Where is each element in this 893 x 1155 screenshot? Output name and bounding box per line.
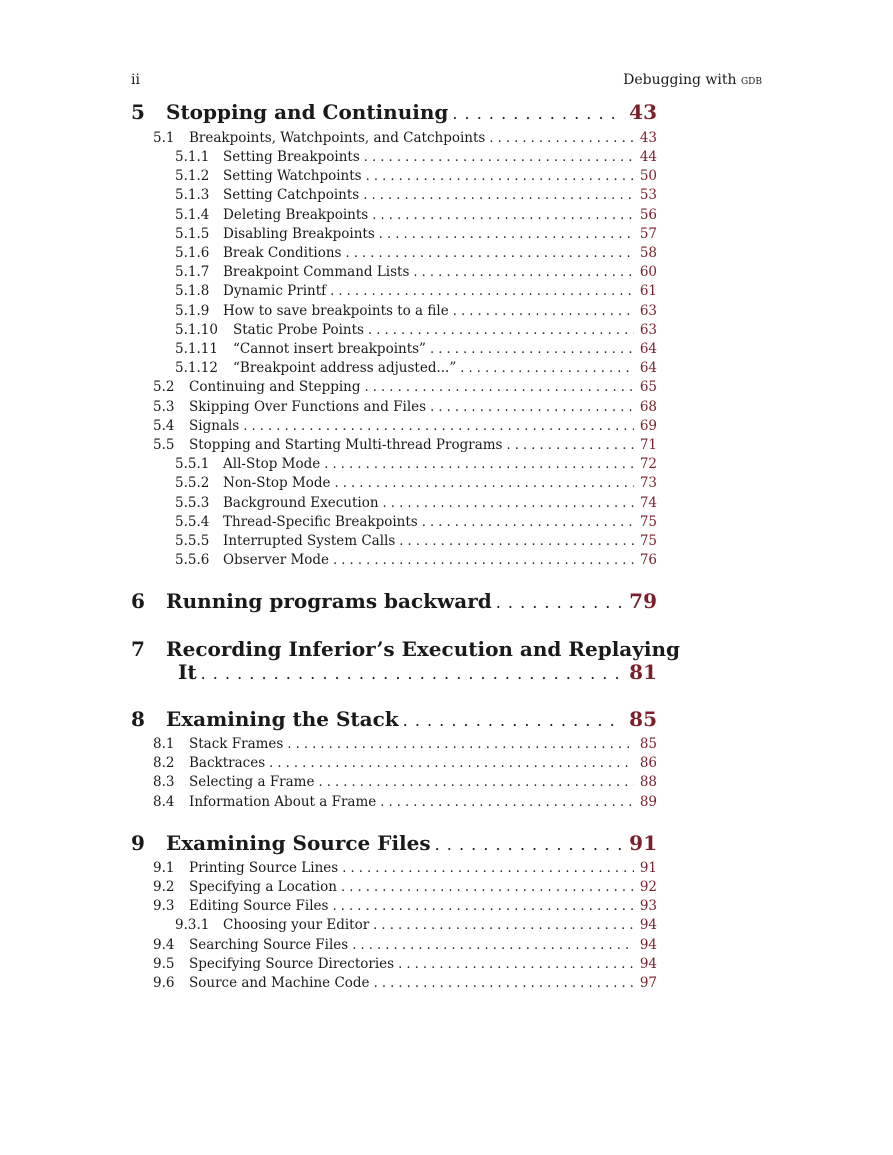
toc-subsection-5-5-3[interactable] xyxy=(175,494,657,513)
toc-number: 5.1.2 xyxy=(175,168,210,184)
toc-page-link[interactable]: 85 xyxy=(639,736,657,752)
toc-page-link[interactable]: 92 xyxy=(639,879,657,895)
toc-title: Stopping and Continuing xyxy=(166,100,449,124)
toc-leader xyxy=(379,225,634,244)
toc-leader xyxy=(496,590,623,616)
toc-leader xyxy=(489,129,633,148)
toc-leader xyxy=(364,148,634,167)
toc-leader xyxy=(398,955,634,974)
toc-title: Breakpoints, Watchpoints, and Catchpoints xyxy=(189,130,486,146)
toc-leader xyxy=(341,878,634,897)
page-number: ii xyxy=(131,72,140,88)
toc-subsection-5-1-4[interactable] xyxy=(175,206,657,225)
toc-title: Setting Breakpoints xyxy=(223,149,360,165)
toc-number: 9.3 xyxy=(153,898,175,914)
toc-number: 5.4 xyxy=(153,418,175,434)
toc-subsection-5-5-1[interactable] xyxy=(175,455,657,474)
toc-leader xyxy=(374,974,634,993)
toc-leader xyxy=(324,455,634,474)
toc-subsection-5-1-2[interactable] xyxy=(175,167,657,186)
toc-subsection-5-5-4[interactable] xyxy=(175,513,657,532)
toc-title: Information About a Frame xyxy=(189,794,377,810)
toc-chapter-5[interactable] xyxy=(131,99,657,127)
toc-number: 9.3.1 xyxy=(175,917,210,933)
toc-page-link[interactable]: 89 xyxy=(639,794,657,810)
toc-subsection-5-1-9[interactable] xyxy=(175,302,657,321)
toc-section-9-3[interactable] xyxy=(153,897,657,916)
toc-page-link[interactable]: 81 xyxy=(629,660,657,684)
toc-number: 5.5.3 xyxy=(175,495,210,511)
toc-leader xyxy=(366,167,634,186)
toc-leader xyxy=(333,551,634,570)
toc-leader xyxy=(372,206,634,225)
toc-subsection-5-1-11[interactable] xyxy=(175,340,657,359)
toc-title: Observer Mode xyxy=(223,552,330,568)
toc-leader xyxy=(243,417,634,436)
toc-title: Continuing and Stepping xyxy=(189,379,361,395)
toc-leader xyxy=(383,494,634,513)
toc-subsection-5-1-10[interactable] xyxy=(175,321,657,340)
toc-number: 5.1.7 xyxy=(175,264,210,280)
toc-page-link[interactable]: 85 xyxy=(629,707,657,731)
toc-page-link[interactable]: 58 xyxy=(639,245,657,261)
toc-leader xyxy=(460,359,634,378)
toc-number: 5.1.8 xyxy=(175,283,210,299)
toc-number: 5.5 xyxy=(153,437,175,453)
toc-title: Skipping Over Functions and Files xyxy=(189,399,427,415)
toc-number: 5.5.1 xyxy=(175,456,210,472)
toc-title: Signals xyxy=(189,418,240,434)
toc-page-link[interactable]: 56 xyxy=(639,207,657,223)
toc-leader xyxy=(330,282,634,301)
toc-title: Specifying Source Directories xyxy=(189,956,395,972)
toc-number: 8.4 xyxy=(153,794,175,810)
toc-page-link[interactable]: 69 xyxy=(639,418,657,434)
toc-number: 9.1 xyxy=(153,860,175,876)
toc-leader xyxy=(318,773,633,792)
toc-subsection-5-5-2[interactable] xyxy=(175,474,657,493)
toc-page-link[interactable]: 63 xyxy=(639,303,657,319)
toc-page-link[interactable]: 76 xyxy=(639,552,657,568)
toc-number: 5.5.4 xyxy=(175,514,210,530)
toc-title: “Breakpoint address adjusted...” xyxy=(233,360,457,376)
toc-subsection-5-1-8[interactable] xyxy=(175,282,657,301)
toc-number: 5.1.10 xyxy=(175,322,218,338)
toc-title: Searching Source Files xyxy=(189,937,349,953)
toc-number: 5.1.4 xyxy=(175,207,210,223)
running-header xyxy=(131,70,762,90)
toc-title: Deleting Breakpoints xyxy=(223,207,369,223)
toc-number: 5.5.5 xyxy=(175,533,210,549)
toc-section-9-1[interactable] xyxy=(153,859,657,878)
toc-page-link[interactable]: 53 xyxy=(639,187,657,203)
toc-number: 5.1.6 xyxy=(175,245,210,261)
toc-title: Choosing your Editor xyxy=(223,917,370,933)
toc-page-link[interactable]: 65 xyxy=(639,379,657,395)
toc-page-link[interactable]: 93 xyxy=(639,898,657,914)
toc-leader xyxy=(399,532,634,551)
toc-title: Examining Source Files xyxy=(166,831,431,855)
toc-section-8-2[interactable] xyxy=(153,754,657,773)
toc-title: Thread-Specific Breakpoints xyxy=(223,514,418,530)
toc-title: Breakpoint Command Lists xyxy=(223,264,410,280)
toc-number: 5 xyxy=(131,100,145,124)
toc-title: Stopping and Starting Multi-thread Programs xyxy=(189,437,503,453)
running-title xyxy=(623,70,762,91)
toc-subsection-5-5-6[interactable] xyxy=(175,551,657,570)
toc-page-link[interactable]: 94 xyxy=(639,917,657,933)
toc-title: Recording Inferior’s Execution and Replaying xyxy=(166,637,680,661)
toc-leader xyxy=(365,378,634,397)
toc-subsection-5-5-5[interactable] xyxy=(175,532,657,551)
toc-title: Editing Source Files xyxy=(189,898,329,914)
toc-number: 9.2 xyxy=(153,879,175,895)
toc-title: Background Execution xyxy=(223,495,379,511)
toc-title: Examining the Stack xyxy=(166,707,399,731)
toc-title: It xyxy=(178,660,197,684)
toc-subsection-5-1-5[interactable] xyxy=(175,225,657,244)
toc-subsection-5-1-12[interactable] xyxy=(175,359,657,378)
toc-page-link[interactable]: 71 xyxy=(639,437,657,453)
toc-section-8-1[interactable] xyxy=(153,735,657,754)
toc-subsection-9-3-1[interactable] xyxy=(175,916,657,935)
toc-leader xyxy=(201,661,624,687)
toc-leader xyxy=(403,708,624,734)
toc-number: 5.2 xyxy=(153,379,175,395)
toc-title: Static Probe Points xyxy=(233,322,364,338)
toc-leader xyxy=(269,754,634,773)
toc-subsection-5-1-7[interactable] xyxy=(175,263,657,282)
toc-page-link[interactable]: 75 xyxy=(639,533,657,549)
toc-leader xyxy=(453,302,634,321)
toc-leader xyxy=(435,832,624,858)
toc-page-link[interactable]: 43 xyxy=(639,130,657,146)
toc-leader xyxy=(342,859,634,878)
toc-leader xyxy=(506,436,633,455)
toc-number: 5.1.12 xyxy=(175,360,218,376)
toc-title: Dynamic Printf xyxy=(223,283,327,299)
toc-leader xyxy=(335,474,634,493)
toc-section-5-1[interactable] xyxy=(153,129,657,148)
toc-number: 5.1.5 xyxy=(175,226,210,242)
toc-title: Backtraces xyxy=(189,755,266,771)
toc-number: 8.2 xyxy=(153,755,175,771)
toc-leader xyxy=(373,916,634,935)
toc-title: Specifying a Location xyxy=(189,879,337,895)
toc-title: Interrupted System Calls xyxy=(223,533,396,549)
toc-page-link[interactable]: 73 xyxy=(639,475,657,491)
toc-page-link[interactable]: 63 xyxy=(639,322,657,338)
toc-page-link[interactable]: 97 xyxy=(639,975,657,991)
toc-page-link[interactable]: 94 xyxy=(639,956,657,972)
toc-subsection-5-1-1[interactable] xyxy=(175,148,657,167)
toc-number: 8.3 xyxy=(153,774,175,790)
toc-chapter-8[interactable] xyxy=(131,706,657,734)
running-title-text: Debugging with xyxy=(623,72,741,88)
toc-section-8-4[interactable] xyxy=(153,793,657,812)
toc-page-link[interactable]: 61 xyxy=(639,283,657,299)
toc-section-5-5[interactable] xyxy=(153,436,657,455)
toc-title: Disabling Breakpoints xyxy=(223,226,375,242)
toc-number: 8.1 xyxy=(153,736,175,752)
toc-page-link[interactable]: 91 xyxy=(639,860,657,876)
running-title-gdb: gdb xyxy=(740,73,762,88)
toc-number: 5.1 xyxy=(153,130,175,146)
toc-page-link[interactable]: 57 xyxy=(639,226,657,242)
toc-number: 9.5 xyxy=(153,956,175,972)
toc-title: Running programs backward xyxy=(166,589,492,613)
toc-page-link[interactable]: 88 xyxy=(639,774,657,790)
toc-section-5-2[interactable] xyxy=(153,378,657,397)
toc-chapter-9[interactable] xyxy=(131,830,657,858)
toc-leader xyxy=(422,513,634,532)
toc-page-link[interactable]: 60 xyxy=(639,264,657,280)
toc-number: 5.1.9 xyxy=(175,303,210,319)
toc-title: Selecting a Frame xyxy=(189,774,315,790)
toc-page-link[interactable]: 64 xyxy=(639,341,657,357)
toc-title: “Cannot insert breakpoints” xyxy=(233,341,426,357)
toc-number: 5.3 xyxy=(153,399,175,415)
toc-section-5-3[interactable] xyxy=(153,398,657,417)
toc-number: 5.5.6 xyxy=(175,552,210,568)
toc-title: Non-Stop Mode xyxy=(223,475,331,491)
toc-page-link[interactable]: 86 xyxy=(639,755,657,771)
toc-number: 5.1.11 xyxy=(175,341,218,357)
toc-subsection-5-1-6[interactable] xyxy=(175,244,657,263)
toc-page-link[interactable]: 79 xyxy=(629,589,657,613)
toc-number: 9 xyxy=(131,831,145,855)
toc-page-link[interactable]: 50 xyxy=(639,168,657,184)
toc-number: 9.6 xyxy=(153,975,175,991)
toc-section-9-4[interactable] xyxy=(153,936,657,955)
toc-title: Source and Machine Code xyxy=(189,975,370,991)
toc-chapter-7-continued[interactable] xyxy=(178,659,657,687)
toc-page-link[interactable]: 44 xyxy=(639,149,657,165)
toc-title: Setting Watchpoints xyxy=(223,168,362,184)
toc-section-5-4[interactable] xyxy=(153,417,657,436)
toc-title: Printing Source Lines xyxy=(189,860,339,876)
toc-page-link[interactable]: 43 xyxy=(629,100,657,124)
toc-leader xyxy=(413,263,633,282)
toc-leader xyxy=(430,340,634,359)
toc-section-9-5[interactable] xyxy=(153,955,657,974)
toc-leader xyxy=(287,735,633,754)
toc-page-link[interactable]: 75 xyxy=(639,514,657,530)
toc-section-9-6[interactable] xyxy=(153,974,657,993)
toc-leader xyxy=(352,936,634,955)
toc-chapter-6[interactable] xyxy=(131,588,657,616)
toc-page-link[interactable]: 68 xyxy=(639,399,657,415)
toc-section-8-3[interactable] xyxy=(153,773,657,792)
toc-leader xyxy=(332,897,633,916)
toc-title: Setting Catchpoints xyxy=(223,187,360,203)
toc-number: 5.1.1 xyxy=(175,149,210,165)
toc-title: All-Stop Mode xyxy=(223,456,321,472)
toc-subsection-5-1-3[interactable] xyxy=(175,186,657,205)
toc-page-link[interactable]: 91 xyxy=(629,831,657,855)
toc-leader xyxy=(452,101,623,127)
toc-page-link[interactable]: 72 xyxy=(639,456,657,472)
toc-leader xyxy=(346,244,634,263)
toc-title: How to save breakpoints to a file xyxy=(223,303,449,319)
toc-page-link[interactable]: 94 xyxy=(639,937,657,953)
toc-leader xyxy=(363,186,634,205)
toc-title: Stack Frames xyxy=(189,736,284,752)
toc-page-link[interactable]: 74 xyxy=(639,495,657,511)
toc-number: 5.5.2 xyxy=(175,475,210,491)
toc-page-link[interactable]: 64 xyxy=(639,360,657,376)
toc-title: Break Conditions xyxy=(223,245,342,261)
toc-number: 8 xyxy=(131,707,145,731)
toc-number: 5.1.3 xyxy=(175,187,210,203)
toc-number: 7 xyxy=(131,637,145,661)
toc-leader xyxy=(368,321,634,340)
toc-leader xyxy=(430,398,634,417)
toc-leader xyxy=(380,793,634,812)
toc-number: 9.4 xyxy=(153,937,175,953)
toc-section-9-2[interactable] xyxy=(153,878,657,897)
toc-number: 6 xyxy=(131,589,145,613)
